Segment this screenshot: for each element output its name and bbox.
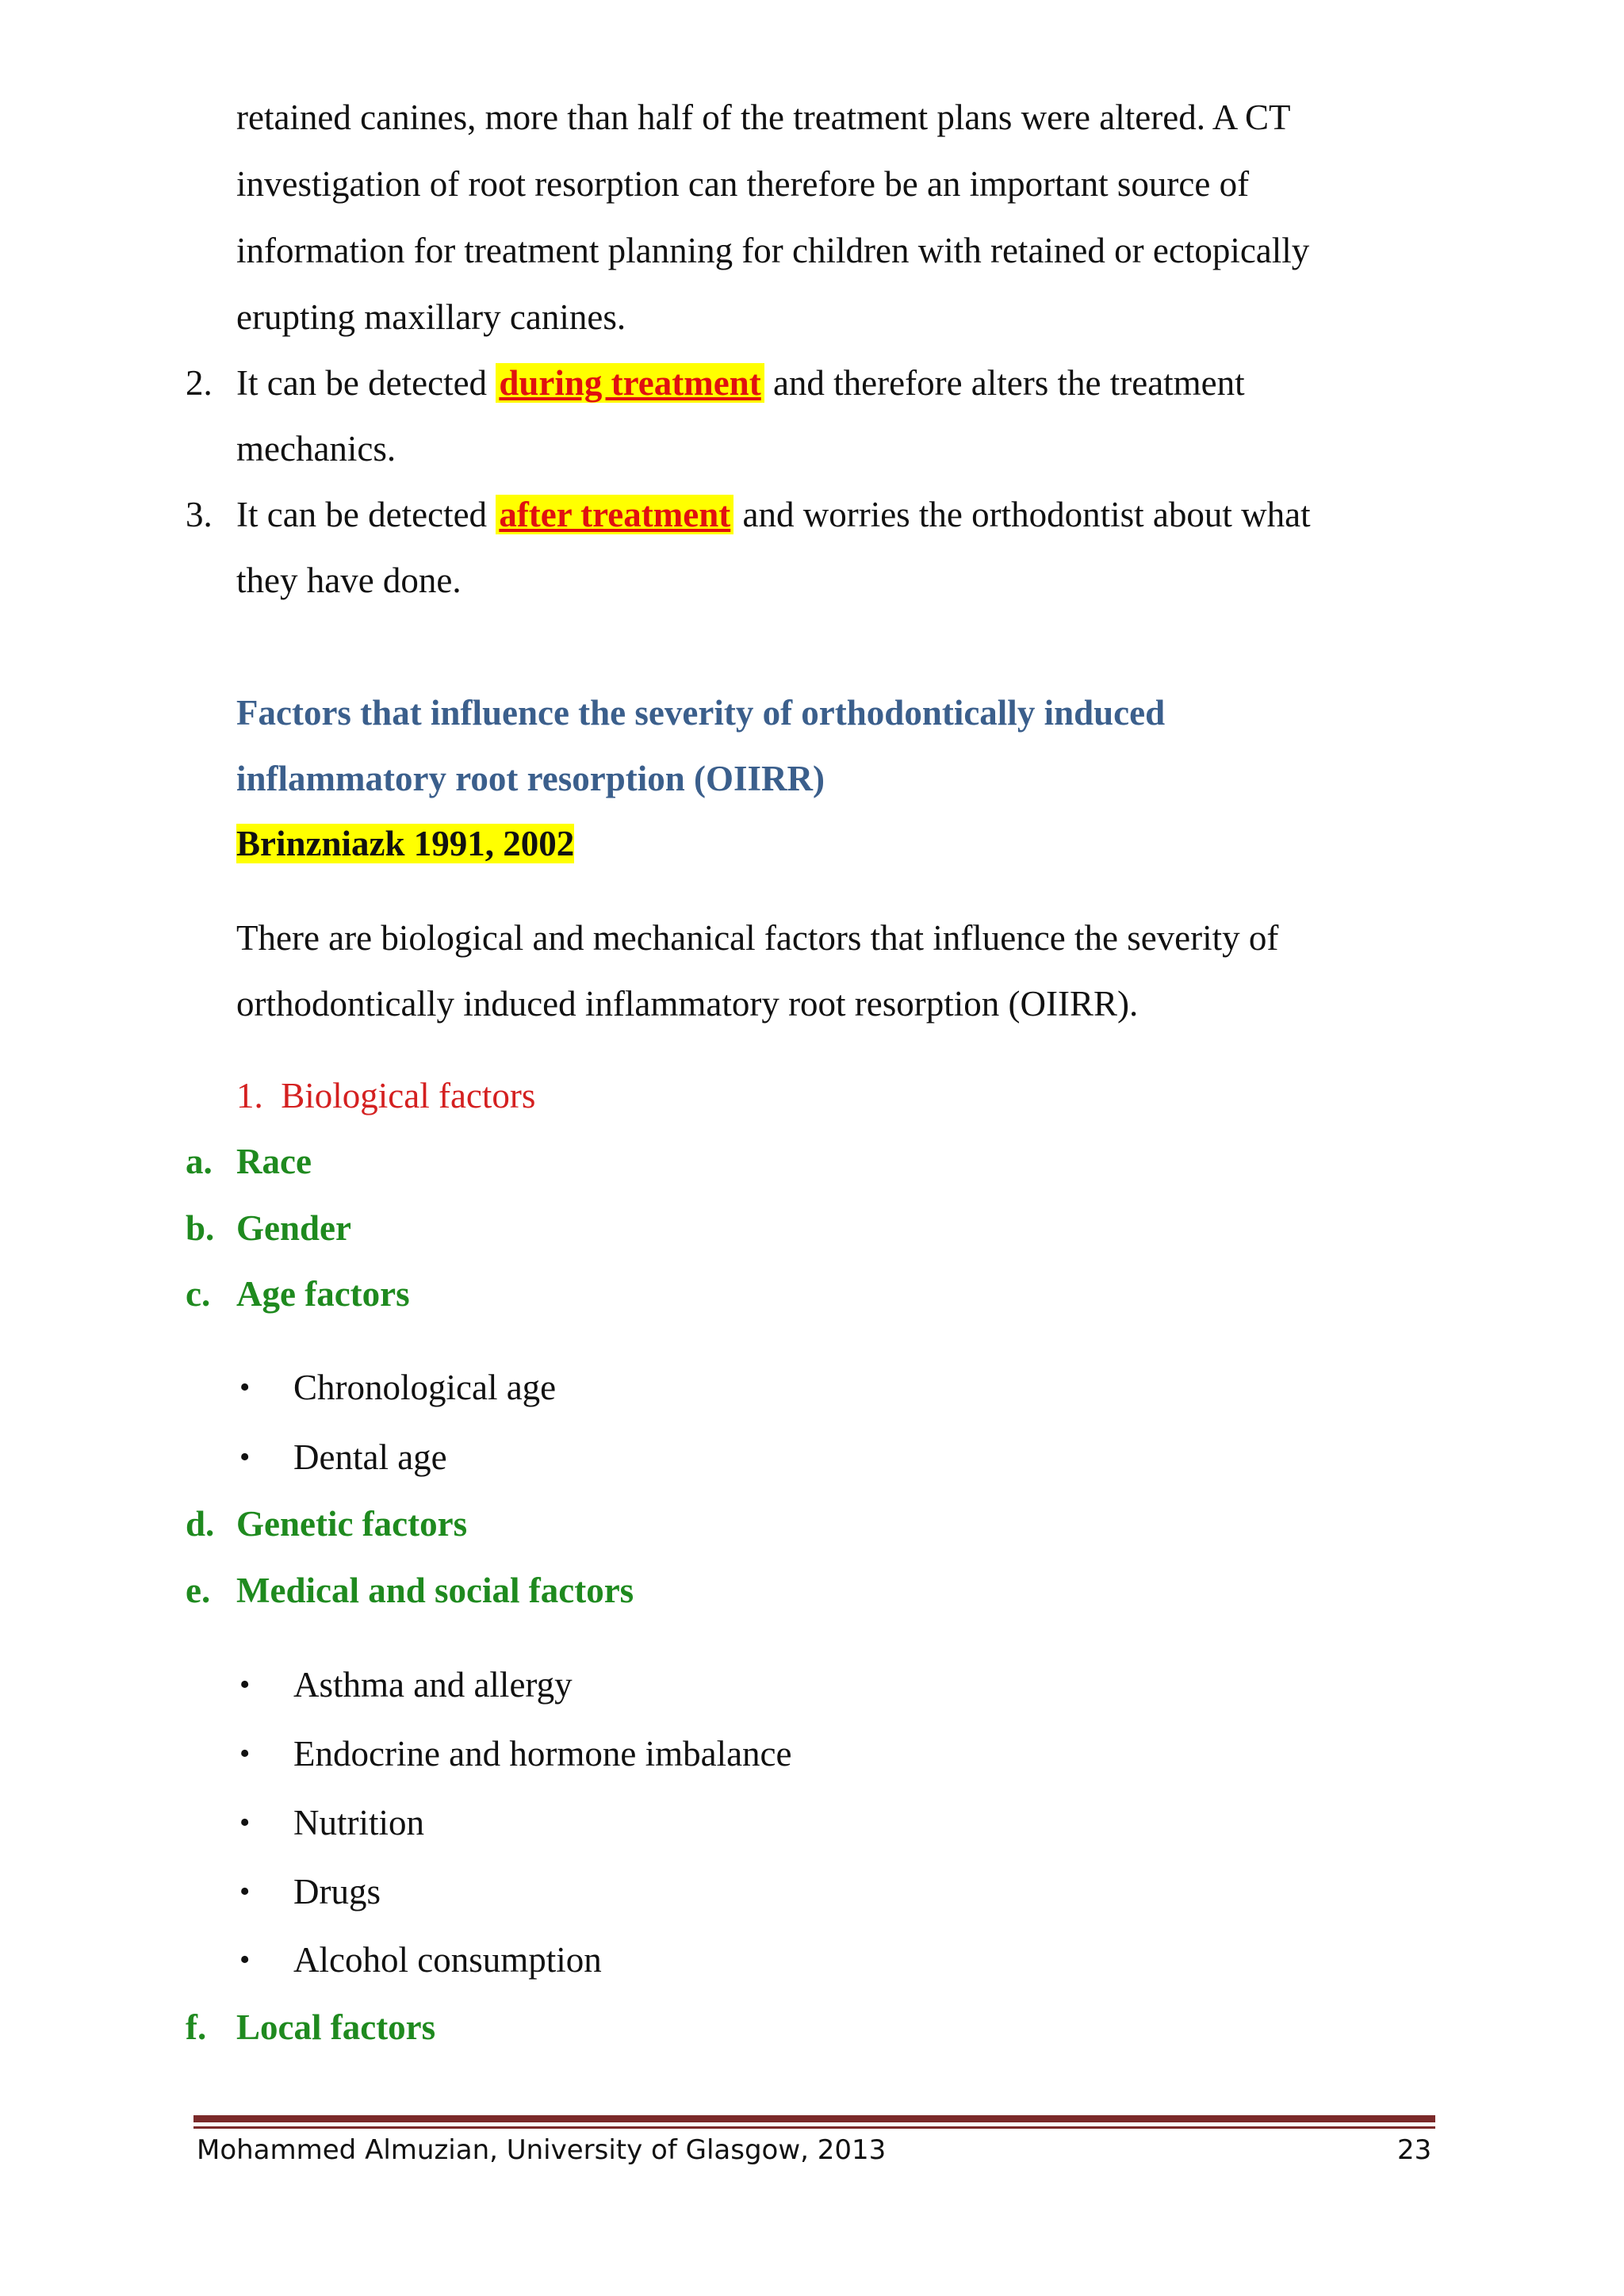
bullet-drugs: Drugs (293, 1872, 381, 1911)
highlighted-term: after treatment (496, 495, 733, 534)
biological-factors-heading (236, 1072, 535, 1119)
numbered-item-continuation: they have done. (236, 561, 462, 600)
section-paragraph-line-1: There are biological and mechanical factors that influence the severity of (236, 918, 1279, 958)
list-number: 3. (186, 495, 213, 534)
citation-highlight: Brinzniazk 1991, 2002 (236, 824, 575, 863)
section-heading-line-1: Factors that influence the severity of orthodontically induced (236, 693, 1166, 733)
bullet-icon: • (239, 1875, 251, 1908)
factor-local: Local factors (236, 2007, 436, 2047)
bullet-chronological-age: Chronological age (293, 1368, 557, 1407)
page-number: 23 (1397, 2134, 1432, 2166)
numbered-item-2 (236, 359, 1245, 407)
section-paragraph-line-2: orthodontically induced inflammatory root resorption (OIIRR). (236, 984, 1139, 1024)
bullet-icon: • (239, 1806, 251, 1839)
factor-letter: f. (186, 2007, 207, 2047)
section-heading-line-2: inflammatory root resorption (OIIRR) (236, 759, 825, 798)
factor-race: Race (236, 1142, 312, 1181)
biological-factors-number: 1. (236, 1076, 263, 1115)
intro-line-1: retained canines, more than half of the treatment plans were altered. A CT (236, 98, 1291, 137)
bullet-icon: • (239, 1943, 251, 1976)
bullet-endocrine: Endocrine and hormone imbalance (293, 1734, 792, 1774)
bullet-icon: • (239, 1668, 251, 1701)
numbered-item-text: It can be detected (236, 495, 496, 534)
factor-letter: e. (186, 1571, 211, 1610)
intro-line-3: information for treatment planning for children with retained or ectopically (236, 231, 1310, 270)
bullet-asthma: Asthma and allergy (293, 1665, 573, 1705)
bullet-icon: • (239, 1371, 251, 1404)
footer-author: Mohammed Almuzian, University of Glasgow, 2013 (197, 2134, 887, 2166)
intro-line-4: erupting maxillary canines. (236, 297, 626, 337)
citation (236, 820, 574, 867)
numbered-item-text: and therefore alters the treatment (764, 363, 1245, 403)
factor-medical-social: Medical and social factors (236, 1571, 634, 1610)
factor-letter: a. (186, 1142, 213, 1181)
footer-rule-thin (193, 2126, 1435, 2129)
numbered-item-text: and worries the orthodontist about what (733, 495, 1311, 534)
bullet-icon: • (239, 1441, 251, 1474)
factor-age: Age factors (236, 1274, 410, 1314)
bullet-nutrition: Nutrition (293, 1803, 424, 1843)
highlighted-term: during treatment (496, 363, 764, 403)
factor-genetic: Genetic factors (236, 1504, 468, 1544)
bullet-dental-age: Dental age (293, 1437, 447, 1477)
factor-letter: d. (186, 1504, 215, 1544)
bullet-alcohol: Alcohol consumption (293, 1940, 602, 1980)
intro-line-2: investigation of root resorption can therefore be an important source of (236, 164, 1250, 204)
bullet-icon: • (239, 1737, 251, 1770)
footer-rule-thick (193, 2115, 1435, 2122)
numbered-item-continuation: mechanics. (236, 429, 396, 469)
numbered-item-text: It can be detected (236, 363, 496, 403)
numbered-item-3 (236, 491, 1311, 538)
factor-gender: Gender (236, 1208, 351, 1248)
factor-letter: c. (186, 1274, 211, 1314)
list-number: 2. (186, 363, 213, 403)
factor-letter: b. (186, 1208, 215, 1248)
biological-factors-label: Biological factors (281, 1076, 536, 1115)
